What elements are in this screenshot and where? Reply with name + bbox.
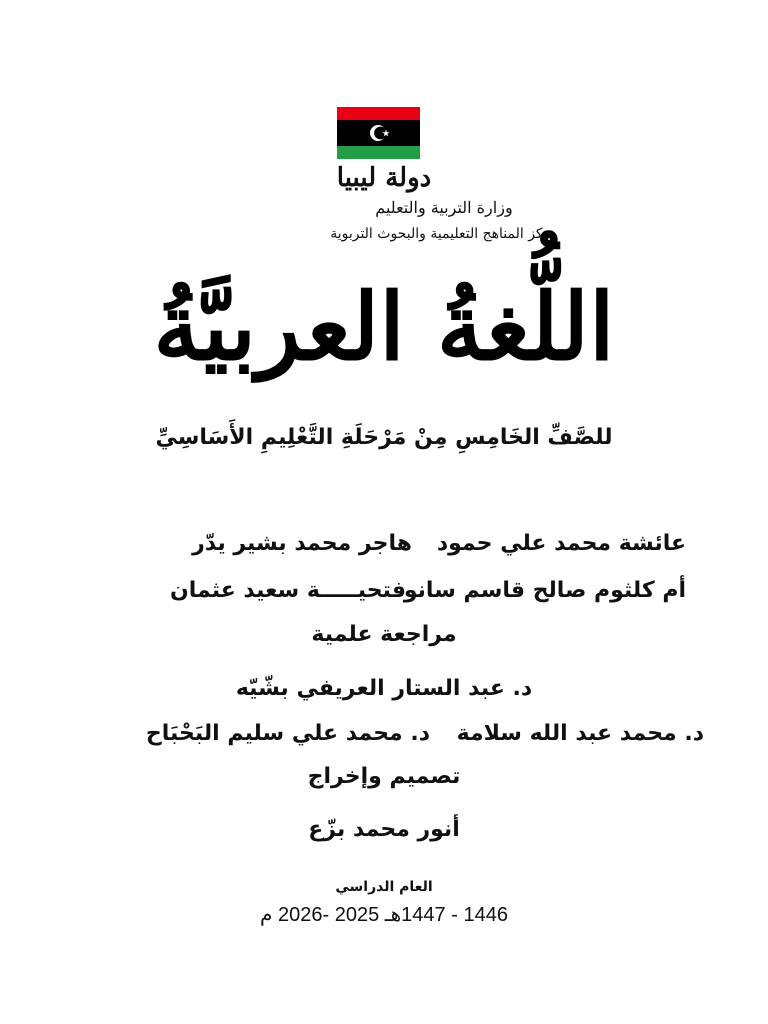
ministry-name: وزارة التربية والتعليم (375, 198, 513, 217)
flag-red-stripe (337, 107, 420, 120)
flag-green-stripe (337, 146, 420, 159)
reviewer-name: د. محمد عبد الله سلامة (456, 721, 704, 746)
academic-year-value: 1446 - 1447هـ 2025 -2026 م (260, 904, 508, 926)
review-heading: مراجعة علمية (311, 622, 457, 647)
center-name: مركز المناهج التعليمية والبحوث التربوية (330, 226, 558, 242)
academic-year-label: العام الدراسي (335, 879, 433, 895)
state-name: دولة ليبيا (336, 163, 432, 193)
design-heading: تصميم وإخراج (307, 764, 461, 789)
book-subtitle: للصَّفِّ الخَامِسِ مِنْ مَرْحَلَةِ التَّعْلِيمِ الأَسَاسِيِّ (155, 425, 613, 450)
reviewer-name: د. عبد الستار العريفي بشّيّه (235, 676, 533, 701)
libya-flag (337, 107, 420, 159)
designer-name: أنور محمد بزّع (308, 817, 460, 842)
book-title: اللُّغةُ العربيَّةُ (153, 273, 615, 381)
author-name: عائشة محمد علي حمود (436, 531, 686, 556)
author-name: فتحيـــــة سعيد عثمان (169, 578, 406, 603)
author-name: هاجر محمد بشير يدّر (192, 531, 412, 556)
flag-black-stripe (337, 120, 420, 146)
author-name: أم كلثوم صالح قاسم سانو (403, 578, 686, 603)
crescent-star-icon (337, 120, 420, 146)
reviewer-name: د. محمد علي سليم البَحْبَاح (145, 721, 430, 746)
